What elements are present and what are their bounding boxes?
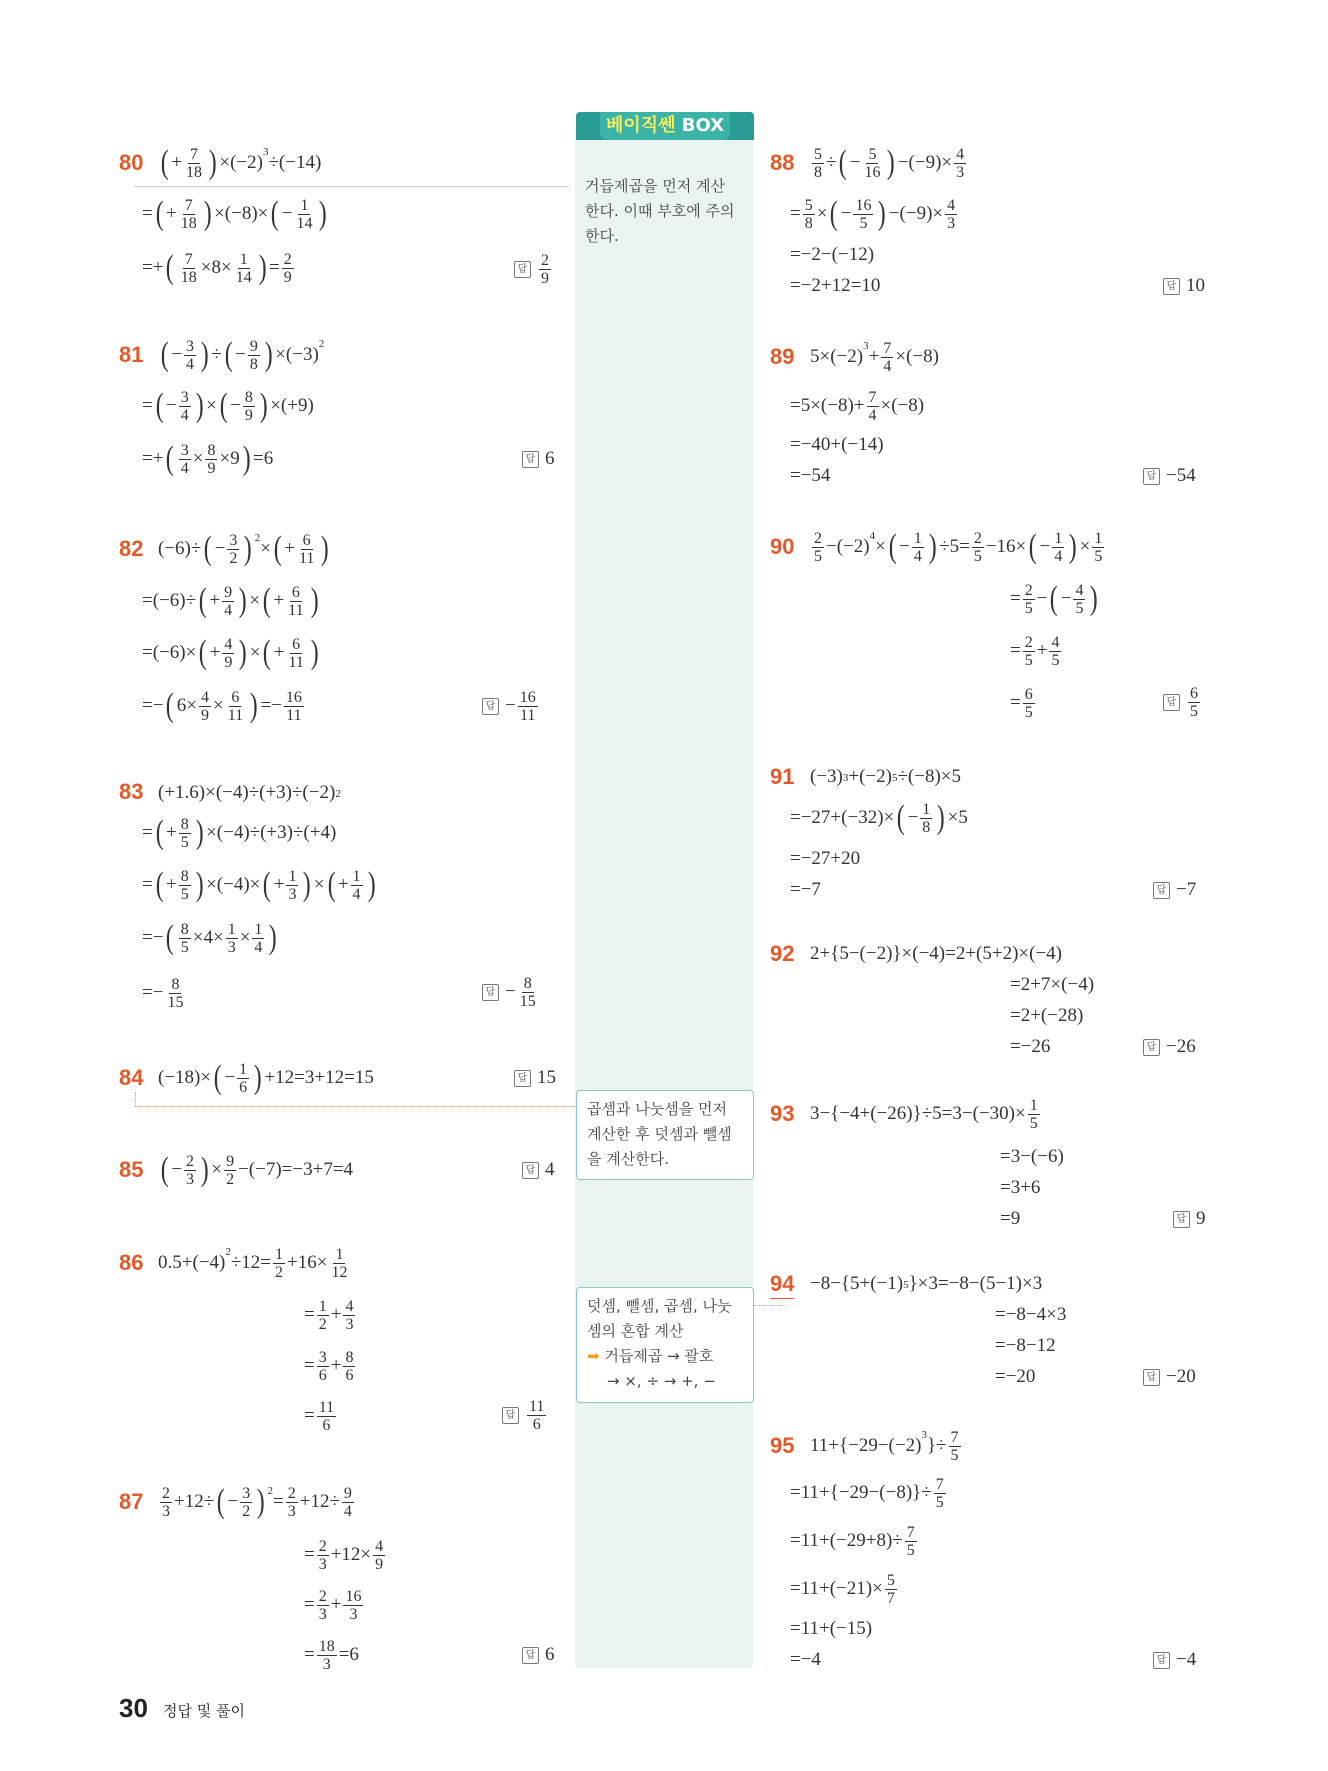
math-line: =2+(−28) (1010, 1005, 1084, 1026)
problem-number: 85 (119, 1157, 144, 1182)
math-line: =−4 (790, 1649, 821, 1670)
answer: 답 −54 (1143, 464, 1196, 488)
answer: 답 6 (522, 447, 555, 471)
math-line: =−2+12=10 (790, 275, 881, 296)
math-line: 3−{−4+(−26)}÷5=3−(−30)× $\frac{1}{5}$ (810, 1096, 1038, 1132)
math-line: (−3) 3 +(−2) 5 ÷(−8)×5 (810, 766, 961, 787)
answer: 답 $\frac{2}{9}$ (514, 247, 553, 291)
tip-line: → ×, ÷ → +, − (607, 1372, 716, 1390)
answer-icon: 답 (514, 1070, 531, 1087)
answer: 답 − $\frac{8}{15}$ (482, 970, 540, 1014)
problem-number: 80 (119, 150, 144, 175)
math-line: 11+{−29−(−2) 3 }÷ $\frac{7}{5}$ (810, 1428, 959, 1464)
math-line: $\frac{2}{3}$ +12÷ ( − $\frac{3}{2}$ ) 2 = $\frac{2}{3}$ +12÷ $\frac{9}{4}$ (162, 1483, 352, 1520)
tip-note-order (576, 1090, 754, 1180)
problem-number: 87 (119, 1489, 144, 1514)
answer-icon: 답 (1173, 1211, 1190, 1228)
math-line: =−8−12 (995, 1335, 1056, 1356)
math-line: = ( − $\frac{3}{4}$ ) × ( − $\frac{8}{9}$ ) ×(+9) (142, 387, 314, 424)
math-line: =−8−4×3 (995, 1304, 1067, 1325)
tip-column (575, 128, 753, 1668)
math-line: =−2−(−12) (790, 244, 875, 265)
answer-icon: 답 (482, 984, 499, 1001)
math-line: ( − $\frac{2}{3}$ ) × $\frac{9}{2}$ −(−7)=−3+7=4 (160, 1151, 354, 1188)
tip-line: 곱셈과 나눗셈을 먼저 (587, 1100, 727, 1118)
math-line: =− $\frac{8}{15}$ (142, 975, 184, 1011)
problem-number: 94 (770, 1270, 794, 1299)
answer: 답 9 (1173, 1207, 1206, 1231)
math-line: 2+{5−(−2)}×(−4)=2+(5+2)×(−4) (810, 943, 1063, 964)
math-line: ( + $\frac{7}{18}$ ) ×(−2) 3 ÷(−14) (160, 144, 322, 181)
math-line: = $\frac{18}{3}$ =6 (304, 1637, 359, 1673)
problem-number: 81 (119, 342, 144, 367)
answer-icon: 답 (522, 1162, 539, 1179)
math-line: = ( + $\frac{8}{5}$ ) ×(−4)÷(+3)÷(+4) (142, 814, 337, 851)
math-line: = ( + $\frac{7}{18}$ ) ×(−8)× ( − $\frac{1}{14}$ ) (142, 195, 328, 232)
tip-note-exponent (585, 174, 750, 249)
math-line: (+1.6)×(−4)÷(+3)÷(−2) 2 (158, 782, 341, 803)
answer-icon: 답 (514, 261, 531, 278)
math-line: =− ( 6× $\frac{4}{9}$ × $\frac{6}{11}$ ) =− $\frac{16}{11}$ (142, 687, 302, 724)
tip-line: 셈의 혼합 계산 (587, 1322, 684, 1340)
answer-icon: 답 (1143, 1369, 1160, 1386)
math-line: =11+(−15) (790, 1618, 873, 1639)
math-line: =+ ( $\frac{3}{4}$ × $\frac{8}{9}$ ×9 ) =6 (142, 440, 274, 477)
answer: 답 − $\frac{16}{11}$ (482, 684, 540, 728)
answer: 답 15 (514, 1066, 556, 1090)
tip-title-box: BOX (681, 115, 725, 136)
answer: 답 $\frac{6}{5}$ (1163, 680, 1202, 724)
answer: 답 −4 (1153, 1648, 1196, 1672)
connector (135, 1106, 575, 1107)
answer-icon: 답 (1163, 278, 1180, 295)
math-line: −8−{5+(−1) 5 }×3=−8−(5−1)×3 (810, 1273, 1043, 1294)
footer-label: 정답 및 풀이 (163, 1702, 245, 1720)
answer-icon: 답 (1143, 1039, 1160, 1056)
problem-number: 88 (770, 150, 795, 175)
answer-icon: 답 (1153, 882, 1170, 899)
math-line: 5×(−2) 3 + $\frac{7}{4}$ ×(−8) (810, 339, 939, 375)
math-line: $\frac{5}{8}$ ÷ ( − $\frac{5}{16}$ ) −(−9)× $\frac{4}{3}$ (814, 144, 965, 181)
answer: 답 −20 (1143, 1365, 1196, 1389)
tip-note-mixed (576, 1287, 754, 1403)
math-line: =5×(−8)+ $\frac{7}{4}$ ×(−8) (790, 388, 925, 424)
problem-number: 91 (770, 764, 795, 789)
answer-icon: 답 (522, 451, 539, 468)
problem-number: 95 (770, 1433, 795, 1458)
math-line: = $\frac{2}{5}$ + $\frac{4}{5}$ (1010, 633, 1060, 669)
math-line: = $\frac{2}{5}$ − ( − $\frac{4}{5}$ ) (1010, 580, 1099, 617)
tip-title-korean: 베이직쎈 (605, 115, 676, 136)
math-line: =+ ( $\frac{7}{18}$ ×8× $\frac{1}{14}$ ) = $\frac{2}{9}$ (142, 249, 292, 286)
math-line: =−7 (790, 879, 821, 900)
problem-number: 83 (119, 779, 144, 804)
answer: 답 6 (522, 1643, 555, 1667)
answer-icon: 답 (1143, 468, 1160, 485)
answer: 답 4 (522, 1158, 555, 1182)
answer: 답 −7 (1153, 878, 1196, 902)
math-line: (−18)× ( − $\frac{1}{6}$ ) +12=3+12=15 (158, 1059, 374, 1096)
math-line: $\frac{2}{5}$ −(−2) 4 × ( − $\frac{1}{4}$ ) ÷5= $\frac{2}{5}$ −16× ( − $\frac{1}{4}$ ) × $\frac{1}{5}$ (814, 528, 1103, 565)
tip-line: 거듭제곱 → 괄호 (604, 1347, 714, 1365)
math-line: = $\frac{11}{6}$ (304, 1398, 335, 1434)
math-line: =−40+(−14) (790, 434, 884, 455)
problem-number: 90 (770, 534, 795, 559)
problem-number: 93 (770, 1101, 795, 1126)
tip-line: 한다. 이때 부호에 주의 (585, 202, 735, 220)
math-line: =−27+20 (790, 848, 861, 869)
math-line: ( − $\frac{3}{4}$ ) ÷ ( − $\frac{9}{8}$ ) ×(−3) 2 (160, 336, 325, 373)
problem-number: 89 (770, 344, 795, 369)
answer-icon: 답 (502, 1407, 519, 1424)
math-line: =− ( $\frac{8}{5}$ ×4× $\frac{1}{3}$ × $\frac{1}{4}$ ) (142, 919, 278, 956)
math-line: =−27+(−32)× ( − $\frac{1}{8}$ ) ×5 (790, 799, 968, 836)
tip-line: 한다. (585, 227, 619, 245)
math-line: = $\frac{2}{3}$ + $\frac{16}{3}$ (304, 1587, 362, 1623)
math-line: = $\frac{2}{3}$ +12× $\frac{4}{9}$ (304, 1537, 384, 1573)
page-number: 30 (119, 1693, 148, 1723)
tip-line: 거듭제곱을 먼저 계산 (585, 177, 725, 195)
math-line: =11+(−29+8)÷ $\frac{7}{5}$ (790, 1523, 915, 1559)
math-line: =−20 (995, 1366, 1036, 1387)
connector (754, 1305, 786, 1306)
answer: 답 $\frac{11}{6}$ (502, 1393, 548, 1437)
answer: 답 −26 (1143, 1035, 1196, 1059)
tip-line: 덧셈, 뺄셈, 곱셈, 나눗 (587, 1297, 732, 1315)
answer-icon: 답 (482, 698, 499, 715)
math-line: = $\frac{6}{5}$ (1010, 685, 1033, 721)
answer: 답 10 (1163, 274, 1205, 298)
math-line: (−6)÷ ( − $\frac{3}{2}$ ) 2 × ( + $\frac{6}{11}$ ) (158, 530, 329, 567)
math-line: =2+7×(−4) (1010, 974, 1095, 995)
math-line: =11+{−29−(−8)}÷ $\frac{7}{5}$ (790, 1475, 944, 1511)
math-line: = $\frac{5}{8}$ × ( − $\frac{16}{5}$ ) −(−9)× $\frac{4}{3}$ (790, 195, 956, 232)
connector (135, 1092, 136, 1106)
tip-box-title (600, 112, 730, 140)
tip-line: 계산한 후 덧셈과 뺄셈 (587, 1125, 732, 1143)
math-line: =3+6 (1000, 1177, 1041, 1198)
math-line: 0.5+(−4) 2 ÷12= $\frac{1}{2}$ +16× $\frac{1}{12}$ (158, 1245, 348, 1281)
math-line: =9 (1000, 1208, 1021, 1229)
math-line: =3−(−6) (1000, 1146, 1064, 1167)
math-line: = $\frac{3}{6}$ + $\frac{8}{6}$ (304, 1348, 354, 1384)
problem-number: 84 (119, 1065, 144, 1090)
tip-line: 을 계산한다. (587, 1150, 669, 1168)
math-line: =11+(−21)× $\frac{5}{7}$ (790, 1571, 895, 1607)
math-line: =(−6)× ( + $\frac{4}{9}$ ) × ( + $\frac{6}{11}$ ) (142, 634, 319, 671)
answer-icon: 답 (1153, 1652, 1170, 1669)
math-line: = ( + $\frac{8}{5}$ ) ×(−4)× ( + $\frac{1}{3}$ ) × ( + $\frac{1}{4}$ ) (142, 866, 376, 903)
arrow-icon: ➡ (587, 1347, 600, 1365)
problem-number: 86 (119, 1250, 144, 1275)
math-line: =(−6)÷ ( + $\frac{9}{4}$ ) × ( + $\frac{6}{11}$ ) (142, 582, 319, 619)
answer-icon: 답 (1163, 694, 1180, 711)
math-line: =−54 (790, 465, 831, 486)
problem-number: 92 (770, 941, 795, 966)
answer-icon: 답 (522, 1647, 539, 1664)
math-line: = $\frac{1}{2}$ + $\frac{4}{3}$ (304, 1297, 354, 1333)
math-line: =−26 (1010, 1036, 1051, 1057)
problem-number: 82 (119, 536, 144, 561)
